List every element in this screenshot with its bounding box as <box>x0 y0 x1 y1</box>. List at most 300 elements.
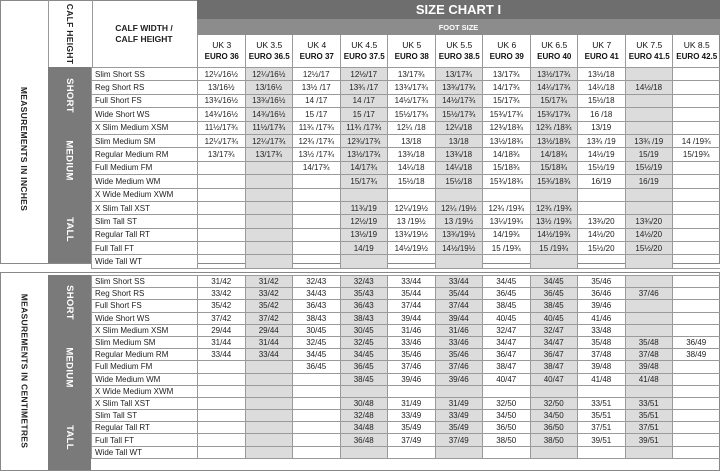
table-cell: 13¾/18 <box>388 148 436 161</box>
table-cell <box>673 81 720 94</box>
table-cell <box>293 434 341 446</box>
row-label: Wide Medium WM <box>92 373 198 385</box>
row-label: Slim Tall ST <box>92 410 198 422</box>
table-cell <box>245 201 293 214</box>
table-cell: 37/46 <box>625 288 673 300</box>
table-cell: 36/48 <box>340 434 388 446</box>
table-cell <box>340 385 388 397</box>
table-cell <box>673 422 720 434</box>
table-cell: 33/44 <box>388 276 436 288</box>
table-cell: 36/50 <box>530 422 578 434</box>
table-cell: 13¾ /17 <box>340 81 388 94</box>
table-cell <box>293 175 341 188</box>
size-header <box>435 35 484 67</box>
table-cell: 35/46 <box>435 349 483 361</box>
table-cell: 15/17¾ <box>530 94 578 107</box>
table-cell <box>483 188 531 201</box>
table-cell: 13¾/16½ <box>198 94 246 107</box>
table-cell: 33/48 <box>578 324 626 336</box>
row-label: Full Tall FT <box>92 434 198 446</box>
table-cell: 34/45 <box>293 349 341 361</box>
table-cell: 34/47 <box>530 336 578 348</box>
table-cell: 13½ /19¾ <box>530 215 578 228</box>
table-cell <box>625 188 673 201</box>
table-cell <box>673 121 720 134</box>
table-cell: 14½/19 <box>578 148 626 161</box>
table-cell: 14/19¾ <box>483 228 531 241</box>
size-header <box>340 35 389 67</box>
table-cell <box>245 255 293 268</box>
table-row <box>92 276 720 288</box>
table-cell: 13½/18¾ <box>530 134 578 147</box>
table-cell: 14½/18 <box>625 81 673 94</box>
table-cell: 35/49 <box>388 422 436 434</box>
table-row <box>92 255 720 268</box>
inches-group-tall-label: TALL <box>48 196 91 263</box>
table-cell <box>293 410 341 422</box>
size-uk: UK 7 <box>592 40 611 51</box>
table-cell: 41/48 <box>625 373 673 385</box>
table-cell: 14¼/17¾ <box>530 81 578 94</box>
table-cell <box>293 215 341 228</box>
size-header <box>625 35 674 67</box>
table-cell: 38/47 <box>530 361 578 373</box>
size-uk: UK 3 <box>212 40 231 51</box>
table-cell <box>625 108 673 121</box>
row-label: X Slim Medium XSM <box>92 121 198 134</box>
table-row <box>92 175 720 188</box>
table-cell: 34/43 <box>293 288 341 300</box>
table-cell: 37/49 <box>388 434 436 446</box>
table-cell: 39/48 <box>625 361 673 373</box>
table-cell: 15½/17¾ <box>388 108 436 121</box>
table-cell: 15¾/18¾ <box>530 175 578 188</box>
table-cell: 38/50 <box>483 434 531 446</box>
table-cell: 13/18 <box>388 134 436 147</box>
table-cell <box>483 255 531 268</box>
size-uk: UK 4.5 <box>351 40 377 51</box>
table-cell: 15¾/18¾ <box>483 175 531 188</box>
cm-group-tall-label: TALL <box>48 405 91 470</box>
size-uk: UK 3.5 <box>256 40 282 51</box>
row-label: Regular Tall RT <box>92 228 198 241</box>
table-cell: 37/48 <box>578 349 626 361</box>
table-cell: 33/51 <box>625 397 673 409</box>
table-cell: 29/44 <box>245 324 293 336</box>
table-cell: 33/46 <box>388 336 436 348</box>
row-label: Slim Medium SM <box>92 336 198 348</box>
page-title: SIZE CHART I <box>197 0 720 19</box>
table-row <box>92 134 720 147</box>
table-cell <box>245 373 293 385</box>
table-cell <box>673 175 720 188</box>
table-cell: 14½/19½ <box>435 242 483 255</box>
table-cell: 40/45 <box>530 312 578 324</box>
table-cell: 13¾/18 <box>435 148 483 161</box>
table-cell <box>198 201 246 214</box>
table-row <box>92 446 720 458</box>
table-cell: 39/44 <box>388 312 436 324</box>
table-cell: 14/19 <box>340 242 388 255</box>
table-row <box>92 108 720 121</box>
table-cell: 39/44 <box>435 312 483 324</box>
table-cell: 14¼/18 <box>435 161 483 174</box>
table-row <box>92 385 720 397</box>
table-cell: 12¾ /18¾ <box>530 121 578 134</box>
size-uk: UK 4 <box>307 40 326 51</box>
table-cell: 35/49 <box>435 422 483 434</box>
table-cell: 14¾/16½ <box>198 108 246 121</box>
table-cell <box>578 188 626 201</box>
table-cell <box>245 188 293 201</box>
table-cell: 14½/17¾ <box>388 94 436 107</box>
table-cell: 15 /19¾ <box>483 242 531 255</box>
table-cell: 32/43 <box>340 276 388 288</box>
size-euro: EURO 36.5 <box>249 51 290 62</box>
size-euro: EURO 39 <box>490 51 524 62</box>
table-cell <box>388 188 436 201</box>
table-cell: 12¾ /19¾ <box>483 201 531 214</box>
table-cell <box>198 242 246 255</box>
table-cell: 37/44 <box>388 300 436 312</box>
table-cell: 15½/19 <box>578 161 626 174</box>
table-cell <box>578 385 626 397</box>
table-cell: 16 /18 <box>578 108 626 121</box>
table-cell: 35/44 <box>435 288 483 300</box>
table-cell <box>293 255 341 268</box>
table-cell <box>673 288 720 300</box>
table-cell: 15/17¾ <box>340 175 388 188</box>
table-cell: 33/44 <box>198 349 246 361</box>
row-label: Full Medium FM <box>92 361 198 373</box>
table-cell: 36/50 <box>483 422 531 434</box>
table-cell: 31/46 <box>435 324 483 336</box>
table-cell: 15 /17 <box>293 108 341 121</box>
table-cell: 34/45 <box>530 276 578 288</box>
table-cell: 14½/17¾ <box>435 94 483 107</box>
table-cell: 13/18 <box>435 134 483 147</box>
table-cell: 13¾/17¾ <box>388 81 436 94</box>
table-cell <box>673 446 720 458</box>
table-cell <box>198 161 246 174</box>
table-cell: 14/18¾ <box>530 148 578 161</box>
size-euro: EURO 42.5 <box>676 51 717 62</box>
table-cell: 13½/17¾ <box>340 148 388 161</box>
table-cell: 14¼/18 <box>388 161 436 174</box>
table-cell: 12¾ /19¾ <box>530 201 578 214</box>
table-cell <box>673 312 720 324</box>
table-cell: 31/49 <box>435 397 483 409</box>
table-cell: 31/42 <box>245 276 293 288</box>
table-cell <box>530 255 578 268</box>
row-label: X Wide Medium XWM <box>92 188 198 201</box>
row-label: Reg Short RS <box>92 288 198 300</box>
cm-table <box>91 275 720 459</box>
row-label: Wide Tall WT <box>92 446 198 458</box>
table-cell: 13/17¾ <box>483 68 531 81</box>
table-cell <box>673 385 720 397</box>
table-row <box>92 215 720 228</box>
table-cell: 14¼/18 <box>578 81 626 94</box>
table-cell: 33/42 <box>198 288 246 300</box>
cm-group-short-label: SHORT <box>48 275 91 330</box>
table-cell: 12½/17 <box>340 68 388 81</box>
table-cell <box>435 255 483 268</box>
table-cell: 14/17¾ <box>293 161 341 174</box>
table-cell <box>625 312 673 324</box>
table-row <box>92 422 720 434</box>
table-cell: 34/50 <box>483 410 531 422</box>
table-cell <box>625 68 673 81</box>
table-cell: 13 /19½ <box>388 215 436 228</box>
table-cell: 12¼/16½ <box>198 68 246 81</box>
table-cell: 35/46 <box>388 349 436 361</box>
table-cell: 37/51 <box>625 422 673 434</box>
table-cell <box>245 385 293 397</box>
table-cell: 38/49 <box>673 349 720 361</box>
table-cell: 37/46 <box>435 361 483 373</box>
table-cell: 35/51 <box>625 410 673 422</box>
table-cell <box>245 397 293 409</box>
table-cell: 15 /17 <box>340 108 388 121</box>
table-cell: 35/42 <box>245 300 293 312</box>
row-label: Wide Tall WT <box>92 255 198 268</box>
table-cell: 11½/17¾ <box>198 121 246 134</box>
table-cell: 15½/18 <box>435 175 483 188</box>
table-cell <box>293 397 341 409</box>
table-cell: 36/45 <box>340 361 388 373</box>
table-cell <box>625 300 673 312</box>
table-cell: 13¾/20 <box>625 215 673 228</box>
table-cell: 13¾/19½ <box>435 228 483 241</box>
table-cell: 32/45 <box>293 336 341 348</box>
table-cell: 34/48 <box>340 422 388 434</box>
size-header <box>245 35 294 67</box>
table-cell: 15/19¾ <box>673 148 720 161</box>
table-cell <box>245 215 293 228</box>
table-cell: 13½/18¾ <box>483 134 531 147</box>
table-cell <box>625 121 673 134</box>
table-cell <box>388 255 436 268</box>
size-euro: EURO 41 <box>585 51 619 62</box>
table-cell: 33/44 <box>245 349 293 361</box>
table-cell: 14/17¾ <box>340 161 388 174</box>
table-cell <box>245 361 293 373</box>
table-cell <box>198 434 246 446</box>
table-cell: 15½/18 <box>578 94 626 107</box>
table-cell: 38/50 <box>530 434 578 446</box>
table-cell <box>673 397 720 409</box>
row-label: X Slim Tall XST <box>92 397 198 409</box>
table-cell: 41/46 <box>578 312 626 324</box>
table-cell <box>293 201 341 214</box>
calf-height-header: CALF HEIGHT <box>48 0 93 67</box>
table-cell: 38/45 <box>530 300 578 312</box>
table-cell <box>578 255 626 268</box>
table-cell <box>293 373 341 385</box>
table-cell: 31/46 <box>388 324 436 336</box>
table-cell: 36/47 <box>530 349 578 361</box>
row-label: Slim Short SS <box>92 68 198 81</box>
size-header <box>292 35 341 67</box>
size-uk: UK 6.5 <box>541 40 567 51</box>
table-cell: 38/43 <box>293 312 341 324</box>
cm-group-medium-label: MEDIUM <box>48 330 91 405</box>
row-label: Reg Short RS <box>92 81 198 94</box>
table-cell: 12¾/18¾ <box>483 121 531 134</box>
table-cell <box>435 446 483 458</box>
table-cell: 14½/19¾ <box>530 228 578 241</box>
table-cell: 38/43 <box>340 312 388 324</box>
table-cell <box>673 373 720 385</box>
size-euro: EURO 41.5 <box>629 51 670 62</box>
table-row <box>92 242 720 255</box>
table-cell: 12¼/16½ <box>245 68 293 81</box>
table-row <box>92 148 720 161</box>
table-cell <box>293 385 341 397</box>
table-cell: 14/17¾ <box>483 81 531 94</box>
table-cell: 37/49 <box>435 434 483 446</box>
table-cell: 39/46 <box>435 373 483 385</box>
row-label: Full Short FS <box>92 300 198 312</box>
table-cell: 13½/18 <box>578 68 626 81</box>
table-cell: 35/46 <box>578 276 626 288</box>
table-cell: 15½/20 <box>625 242 673 255</box>
size-euro: EURO 40 <box>537 51 571 62</box>
table-row <box>92 94 720 107</box>
table-cell: 34/47 <box>483 336 531 348</box>
table-row <box>92 300 720 312</box>
table-row <box>92 288 720 300</box>
table-cell: 14¾/16½ <box>245 108 293 121</box>
table-cell: 12½/17 <box>293 68 341 81</box>
table-cell: 33/49 <box>388 410 436 422</box>
table-cell: 12¼/17¾ <box>198 134 246 147</box>
table-cell: 39/48 <box>578 361 626 373</box>
table-cell: 31/49 <box>388 397 436 409</box>
table-cell <box>673 410 720 422</box>
table-cell: 35/48 <box>578 336 626 348</box>
table-cell <box>198 188 246 201</box>
row-label: X Slim Tall XST <box>92 201 198 214</box>
table-cell <box>198 255 246 268</box>
table-cell: 32/50 <box>530 397 578 409</box>
table-row <box>92 81 720 94</box>
table-cell <box>435 188 483 201</box>
table-cell: 15 /19¾ <box>530 242 578 255</box>
table-cell <box>673 300 720 312</box>
table-cell: 12½/19 <box>340 215 388 228</box>
table-cell: 39/46 <box>388 373 436 385</box>
table-row <box>92 324 720 336</box>
table-cell <box>293 446 341 458</box>
table-cell: 12¾/17¾ <box>340 134 388 147</box>
table-cell <box>625 385 673 397</box>
size-header <box>577 35 626 67</box>
row-label: Wide Medium WM <box>92 175 198 188</box>
table-cell: 11¾/19 <box>340 201 388 214</box>
table-cell: 36/45 <box>293 361 341 373</box>
size-uk: UK 7.5 <box>636 40 662 51</box>
table-row <box>92 228 720 241</box>
table-cell: 36/45 <box>530 288 578 300</box>
table-cell: 11¾ /17¾ <box>340 121 388 134</box>
table-cell: 35/48 <box>625 336 673 348</box>
table-cell: 13¾/16½ <box>245 94 293 107</box>
foot-size-header: FOOT SIZE <box>197 19 720 35</box>
table-cell: 36/49 <box>673 336 720 348</box>
table-cell: 39/51 <box>578 434 626 446</box>
table-cell <box>245 410 293 422</box>
table-cell <box>293 228 341 241</box>
table-cell <box>673 361 720 373</box>
row-label: X Wide Medium XWM <box>92 385 198 397</box>
table-cell <box>245 161 293 174</box>
table-cell: 36/43 <box>340 300 388 312</box>
table-cell: 12¼ /19½ <box>435 201 483 214</box>
table-cell: 16/19 <box>578 175 626 188</box>
table-cell <box>245 175 293 188</box>
table-cell: 13 /19½ <box>435 215 483 228</box>
inches-side-label: MEASUREMENTS IN INCHES <box>0 35 48 263</box>
table-cell <box>673 94 720 107</box>
table-cell: 34/50 <box>530 410 578 422</box>
table-cell <box>245 228 293 241</box>
table-cell <box>625 324 673 336</box>
table-cell <box>293 422 341 434</box>
table-cell <box>673 201 720 214</box>
table-cell: 14 /17 <box>293 94 341 107</box>
table-row <box>92 312 720 324</box>
table-cell: 31/44 <box>198 336 246 348</box>
table-cell: 32/43 <box>293 276 341 288</box>
table-cell: 15/18¾ <box>483 161 531 174</box>
row-label: Full Short FS <box>92 94 198 107</box>
size-euro: EURO 37.5 <box>344 51 385 62</box>
table-cell: 13/19 <box>578 121 626 134</box>
calf-width-header: CALF WIDTH / CALF HEIGHT <box>91 0 197 67</box>
size-header <box>482 35 531 67</box>
table-cell: 13½ /17¾ <box>293 148 341 161</box>
table-cell: 13/17¾ <box>388 68 436 81</box>
table-cell: 13¼/19¾ <box>483 215 531 228</box>
table-row <box>92 410 720 422</box>
table-cell: 15/19 <box>625 148 673 161</box>
table-cell: 32/47 <box>530 324 578 336</box>
size-euro: EURO 38.5 <box>439 51 480 62</box>
size-header <box>197 35 246 67</box>
table-cell <box>625 94 673 107</box>
table-cell: 13/17¾ <box>198 148 246 161</box>
table-cell: 34/45 <box>340 349 388 361</box>
table-cell <box>578 446 626 458</box>
table-cell <box>673 242 720 255</box>
table-cell: 14/18¾ <box>483 148 531 161</box>
table-cell: 39/46 <box>578 300 626 312</box>
table-cell <box>625 446 673 458</box>
table-cell <box>625 255 673 268</box>
table-cell: 12¾ /17¾ <box>293 134 341 147</box>
table-cell <box>435 385 483 397</box>
table-cell: 12¼/18 <box>435 121 483 134</box>
table-row <box>92 397 720 409</box>
table-cell: 34/45 <box>483 276 531 288</box>
row-label: Slim Tall ST <box>92 215 198 228</box>
row-label: Regular Medium RM <box>92 349 198 361</box>
table-cell: 13/16½ <box>198 81 246 94</box>
row-label: Full Medium FM <box>92 161 198 174</box>
table-row <box>92 188 720 201</box>
